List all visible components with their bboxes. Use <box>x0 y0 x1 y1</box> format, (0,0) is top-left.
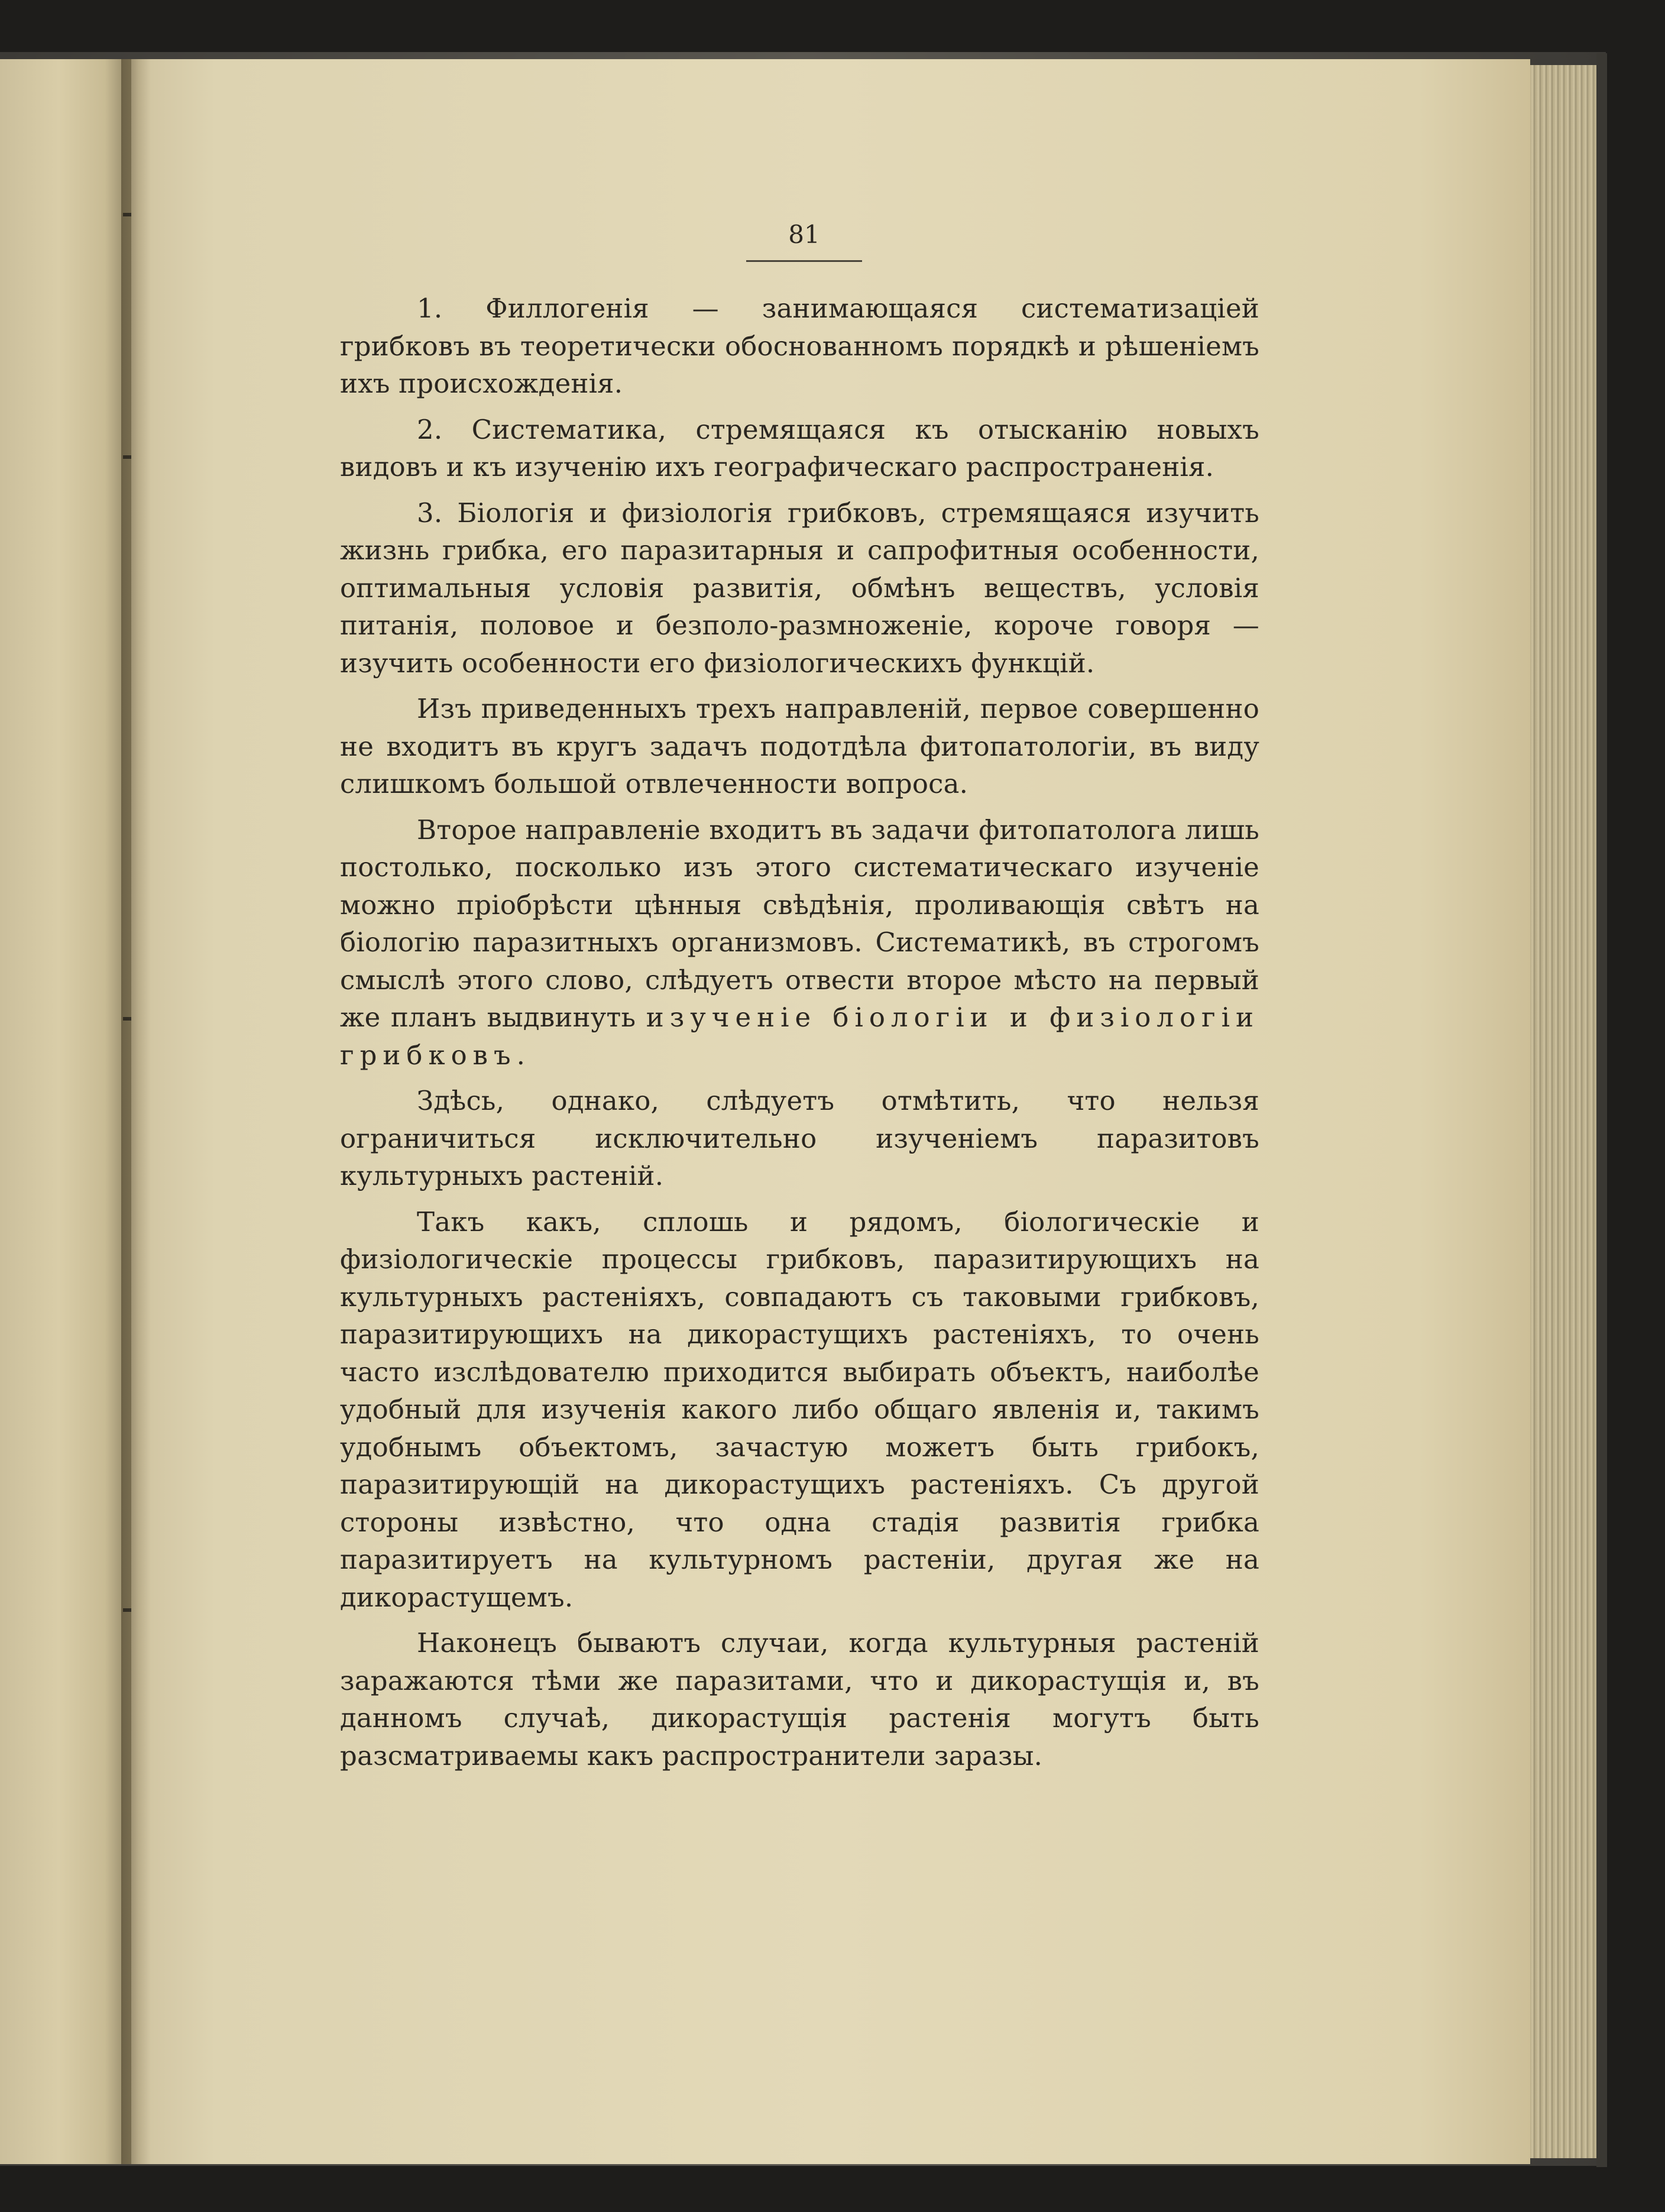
paragraph-5 <box>340 811 1259 1074</box>
paragraph-6: Здѣсь, однако, слѣдуетъ отмѣтить, что нельзя ограничиться исключительно изученіемъ паразитовъ культурныхъ растеній. <box>340 1085 1259 1191</box>
page-text-block <box>340 290 1259 1783</box>
paragraph-5-text: Второе направленіе входитъ въ задачи фитопатолога лишь постолько, посколько изъ этого систематическаго изученіе можно пріобрѣсти цѣнныя свѣдѣнія, проливающія свѣтъ на біологію паразитныхъ организмовъ. Систематикѣ, въ строгомъ смыслѣ этого слово, слѣдуетъ отвести второе мѣсто на первый же планъ выдвинуть <box>340 814 1259 1033</box>
paragraph-2: 2. Систематика, стремящаяся къ отысканію новыхъ видовъ и къ изученію ихъ географическаго распространенія. <box>340 413 1259 482</box>
book-gutter <box>121 59 151 2164</box>
paragraph-8: Наконецъ бываютъ случаи, когда культурныя растеній заражаются тѣми же паразитами, что и дикорастущія и, въ данномъ случаѣ, дикорастущія растенія могутъ быть разсматриваемы какъ распространители заразы. <box>340 1627 1259 1771</box>
paragraph-3: 3. Біологія и физіологія грибковъ, стремящаяся изучить жизнь грибка, его паразитарныя и сапрофитныя особенности, оптимальныя условія развитія, обмѣнъ веществъ, условія питанія, половое и безполо-размноженіе, короче говоря — изучить особенности его физіологическихъ функцій. <box>340 497 1259 679</box>
cover-edge <box>1596 53 1607 2167</box>
paragraph-4: Изъ приведенныхъ трехъ направленій, первое совершенно не входитъ въ кругъ задачъ подотдѣла фитопатологіи, въ виду слишкомъ большой отвлеченности вопроса. <box>340 693 1259 799</box>
paragraph-7: Такъ какъ, сплошь и рядомъ, біологическіе и физіологическіе процессы грибковъ, паразитирующихъ на культурныхъ растеніяхъ, совпадаютъ съ таковыми грибковъ, паразитирующихъ на дикорастущихъ растеніяхъ, то очень часто изслѣдователю приходится выбирать объектъ, наиболѣе удобный для изученія какого либо общаго явленія и, такимъ удобнымъ объектомъ, зачастую можетъ быть грибокъ, паразитирующій на дикорастущихъ растеніяхъ. Съ другой стороны извѣстно, что одна стадія развитія грибка паразитируетъ на культурномъ растеніи, другая же на дикорастущемъ. <box>340 1206 1259 1613</box>
page-stack-edge <box>1530 65 1604 2158</box>
left-page <box>0 59 131 2164</box>
page-number: 81 <box>788 220 820 249</box>
paragraph-5-end: . <box>516 1039 526 1071</box>
emphasized-spaced-text: изученіе біологіи и физіологіи грибковъ <box>340 1002 1259 1071</box>
page-number-rule <box>746 260 862 262</box>
paragraph-1: 1. Филлогенія — занимающаяся систематизаціей грибковъ въ теоретически обоснованномъ порядкѣ и рѣшеніемъ ихъ происхожденія. <box>340 293 1259 399</box>
